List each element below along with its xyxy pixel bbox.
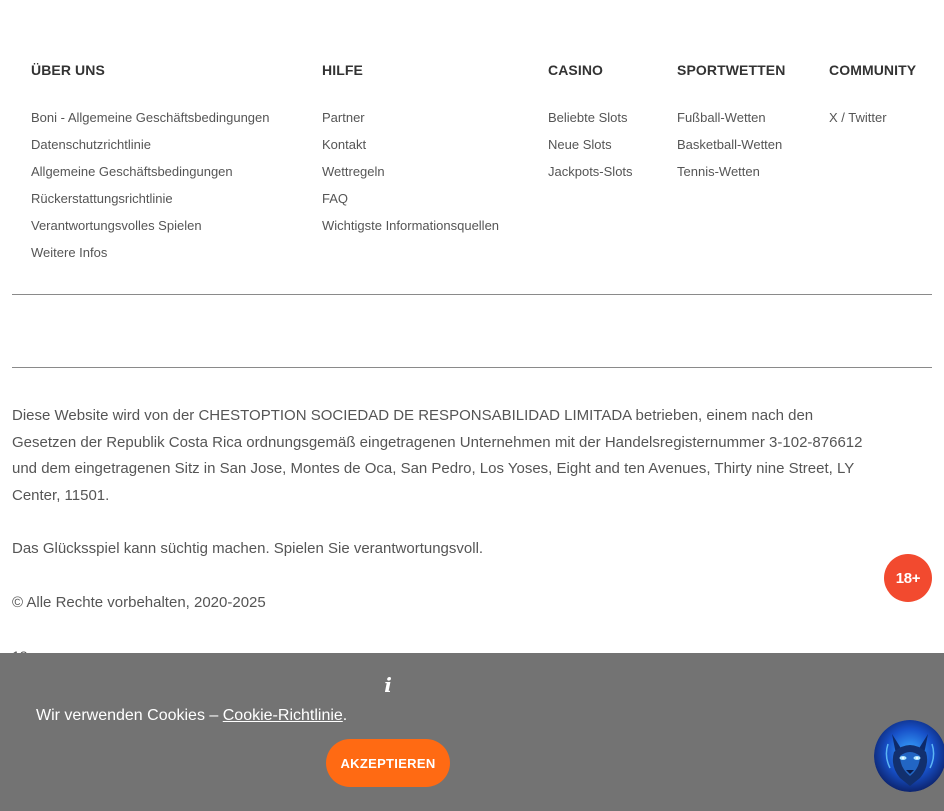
footer-link-wettregeln[interactable]: Wettregeln <box>322 164 385 179</box>
footer-column-ueber-uns <box>31 60 270 266</box>
footer-column-title: HILFE <box>322 62 363 78</box>
footer-column-title: ÜBER UNS <box>31 62 105 78</box>
legal-company-info <box>12 403 872 509</box>
cookie-text-suffix: . <box>342 707 348 724</box>
company-text: Diese Website wird von der CHESTOPTION SOCIEDAD DE RESPONSABILIDAD LIMITADA betrieben, einem nach den Gesetzen der Republik Costa Rica ordnungsgemäß eingetragenen Unternehmen mit der Handelsregisternummer 3-102-876612 und dem eingetragenen Sitz in San Jose, Montes de Oca, San Pedro, Los Yoses, Eight and ten Avenues, Thirty nine Street, LY Center, 11501. <box>12 407 863 504</box>
footer-link-beliebte-slots[interactable]: Beliebte Slots <box>548 110 628 125</box>
footer-column-title: CASINO <box>548 62 604 78</box>
footer-link-faq[interactable]: FAQ <box>322 191 349 206</box>
copyright-text: © Alle Rechte vorbehalten, 2020-2025 <box>12 594 266 611</box>
wolf-avatar-icon[interactable] <box>874 720 944 792</box>
footer-column-casino <box>548 60 633 185</box>
divider <box>12 294 932 295</box>
footer-link-tennis-wetten[interactable]: Tennis-Wetten <box>677 164 760 179</box>
responsible-gambling-text: Das Glücksspiel kann süchtig machen. Spielen Sie verantwortungsvoll. <box>12 540 484 557</box>
footer-link-agb[interactable]: Allgemeine Geschäftsbedingungen <box>31 164 233 179</box>
footer-navigation <box>0 60 944 270</box>
footer-link-rueckerstattung[interactable]: Rückerstattungsrichtlinie <box>31 191 173 206</box>
footer-link-verantwortung[interactable]: Verantwortungsvolles Spielen <box>31 218 202 233</box>
cookie-message <box>36 705 347 727</box>
cookie-text-prefix: Wir verwenden Cookies – <box>36 707 223 724</box>
info-icon[interactable]: i <box>384 673 392 697</box>
footer-column-hilfe <box>322 60 499 239</box>
footer-link-jackpots-slots[interactable]: Jackpots-Slots <box>548 164 633 179</box>
age-18-badge: 18+ <box>884 554 932 602</box>
wolf-avatar-graphic <box>874 720 944 792</box>
footer-link-neue-slots[interactable]: Neue Slots <box>548 137 612 152</box>
footer-link-informationsquellen[interactable]: Wichtigste Informationsquellen <box>322 218 500 233</box>
accept-cookies-button[interactable]: AKZEPTIEREN <box>326 739 450 787</box>
footer-link-kontakt[interactable]: Kontakt <box>322 137 367 152</box>
footer-link-fussball-wetten[interactable]: Fußball-Wetten <box>677 110 766 125</box>
footer-link-basketball-wetten[interactable]: Basketball-Wetten <box>677 137 783 152</box>
cookie-policy-link[interactable]: Cookie-Richtlinie <box>222 707 343 724</box>
footer-column-community <box>829 60 916 131</box>
footer-link-x-twitter[interactable]: X / Twitter <box>829 110 887 125</box>
footer-link-boni-agb[interactable]: Boni - Allgemeine Geschäftsbedingungen <box>31 110 270 125</box>
footer-column-sportwetten <box>677 60 785 185</box>
divider <box>12 367 932 368</box>
footer-link-weitere-infos[interactable]: Weitere Infos <box>31 245 108 260</box>
footer-link-partner[interactable]: Partner <box>322 110 365 125</box>
footer-column-title: COMMUNITY <box>829 62 917 78</box>
footer-link-datenschutz[interactable]: Datenschutzrichtlinie <box>31 137 151 152</box>
cookie-banner <box>0 653 944 811</box>
footer-column-title: SPORTWETTEN <box>677 62 786 78</box>
